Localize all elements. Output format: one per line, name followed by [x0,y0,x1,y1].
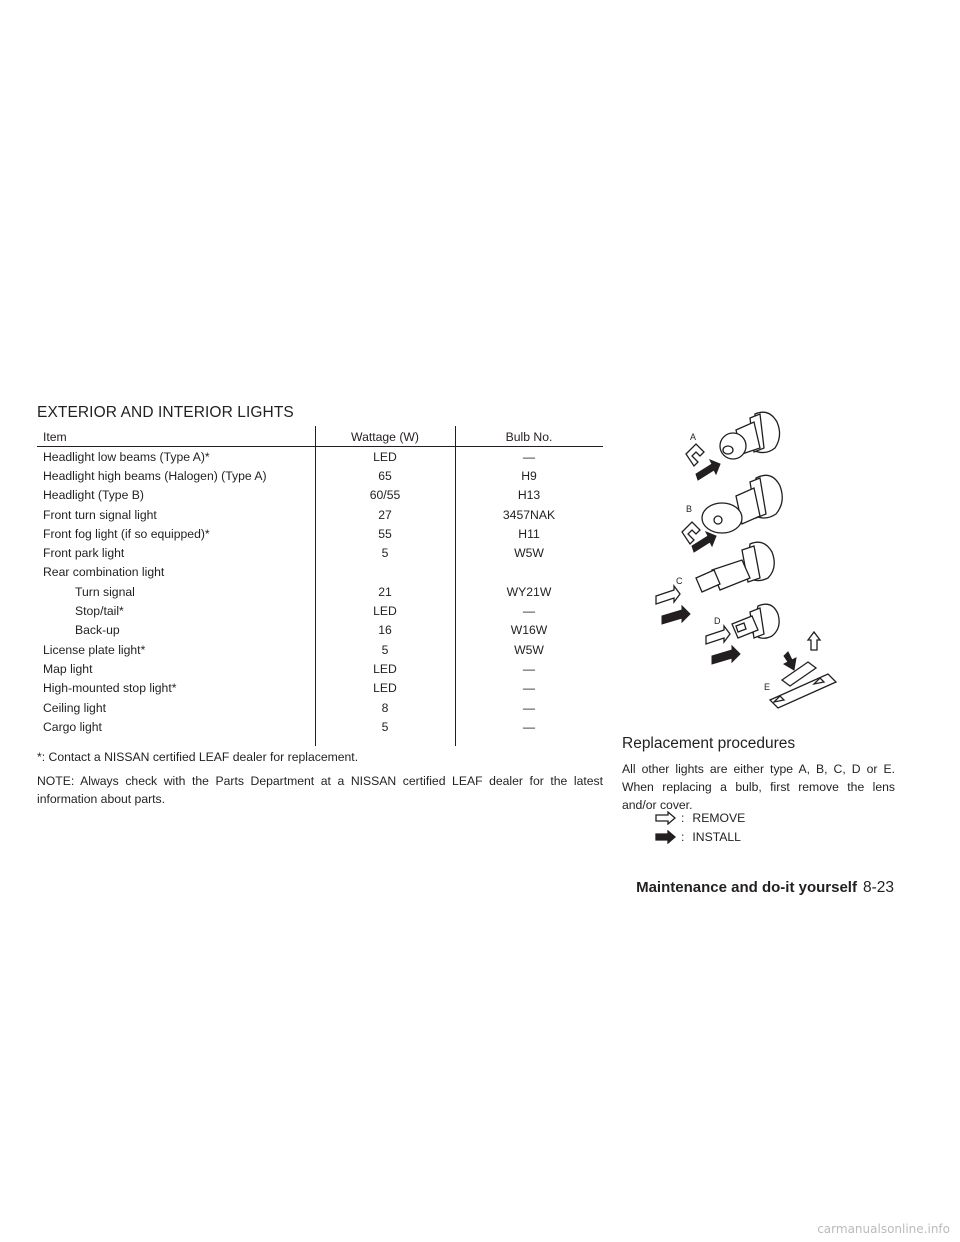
table-row [37,659,603,678]
bulb-type-a-illustration [686,412,780,466]
cell-item: Stop/tail* [75,604,124,619]
bulb-type-b-illustration [682,475,782,544]
cell-item: Turn signal [75,584,135,599]
legend-install: : INSTALL [655,828,741,846]
bulb-table [37,426,603,736]
footnote: *: Contact a NISSAN certified LEAF dealer for replacement. [37,750,359,764]
cell-bulb: — [522,661,536,676]
bulb-types-diagram [640,400,850,718]
note: NOTE: Always check with the Parts Department at a NISSAN certified LEAF dealer for the latest information about parts. [37,774,603,806]
solid-arrow-icon [712,646,740,664]
cell-item: Headlight (Type B) [43,488,144,503]
table-body [37,447,603,736]
cell-bulb: 3457NAK [502,507,556,522]
cell-bulb: — [522,700,536,715]
diagram-label-d: D [714,616,721,626]
diagram-label-e: E [764,682,771,692]
cell-item: License plate light* [43,642,146,657]
cell-wattage: LED [373,449,397,464]
legend-remove: : REMOVE [655,809,745,827]
cell-bulb: — [522,681,536,696]
cell-item: Map light [43,661,93,676]
cell-wattage: LED [373,681,397,696]
diagram-label-b: B [686,504,693,514]
table-row [37,679,603,698]
watermark: carmanualsonline.info [817,1222,950,1236]
cell-item: Headlight low beams (Type A)* [43,449,210,464]
cell-wattage: 21 [378,584,392,599]
cell-wattage: 5 [381,642,389,657]
table-row [37,466,603,485]
cell-bulb: H9 [521,468,537,483]
diagram-label-a: A [690,432,697,442]
cell-wattage: LED [373,604,397,619]
page-number: 8-23 [862,879,894,896]
table-row [37,717,603,736]
table-row [37,543,603,562]
cell-wattage: 60/55 [369,488,401,503]
table-row [37,505,603,524]
cell-item: Back-up [75,623,120,638]
table-row [37,582,603,601]
solid-arrow-icon [784,652,796,670]
table-row [37,601,603,620]
section-title: EXTERIOR AND INTERIOR LIGHTS [37,404,294,421]
cell-bulb: — [522,719,536,734]
chapter-title: Maintenance and do-it yourself [636,879,857,896]
outline-arrow-icon [655,811,677,825]
table-row [37,486,603,505]
cell-wattage: 65 [378,468,392,483]
table-row [37,447,603,466]
column-divider [315,426,316,746]
replacement-procedures-text: All other lights are either type A, B, C, D or E. When replacing a bulb, first remove the lens and/or cover. [622,762,895,812]
cell-wattage: 55 [378,526,392,541]
header-item: Item [43,430,67,444]
cell-item: Front turn signal light [43,507,157,522]
replacement-procedures-title: Replacement procedures [622,735,796,752]
cell-item: Ceiling light [43,700,107,715]
header-bulb: Bulb No. [505,430,553,444]
legend-install-label: INSTALL [692,830,741,844]
cell-wattage: 16 [378,623,392,638]
diagram-label-c: C [676,576,683,586]
cell-item: Front park light [43,546,125,561]
table-header [37,426,603,447]
bulb-type-e-illustration [770,632,836,708]
table-row [37,563,603,582]
table-row [37,621,603,640]
cell-bulb: W5W [514,546,544,561]
solid-arrow-icon [696,460,720,480]
table-row [37,698,603,717]
solid-arrow-icon [662,606,690,624]
cell-item: Front fog light (if so equipped)* [43,526,210,541]
cell-item: Headlight high beams (Halogen) (Type A) [43,468,267,483]
bulb-type-c-illustration [656,542,774,604]
cell-bulb: H13 [517,488,541,503]
header-wattage: Wattage (W) [351,430,419,444]
cell-bulb: W5W [514,642,544,657]
legend-remove-label: REMOVE [692,811,746,825]
cell-wattage: 8 [381,700,389,715]
cell-wattage: LED [373,661,397,676]
cell-wattage: 27 [378,507,392,522]
cell-wattage: 5 [381,546,389,561]
cell-bulb: — [522,604,536,619]
solid-arrow-icon [655,830,677,844]
cell-bulb: W16W [510,623,548,638]
table-row [37,640,603,659]
cell-item: Rear combination light [43,565,165,580]
cell-item: High-mounted stop light* [43,681,177,696]
table-row [37,524,603,543]
cell-bulb: — [522,449,536,464]
page-footer [636,879,894,897]
cell-wattage: 5 [381,719,389,734]
column-divider [455,426,456,746]
cell-bulb: WY21W [506,584,552,599]
cell-bulb: H11 [518,526,540,541]
cell-item: Cargo light [43,719,102,734]
solid-arrow-icon [692,532,716,552]
